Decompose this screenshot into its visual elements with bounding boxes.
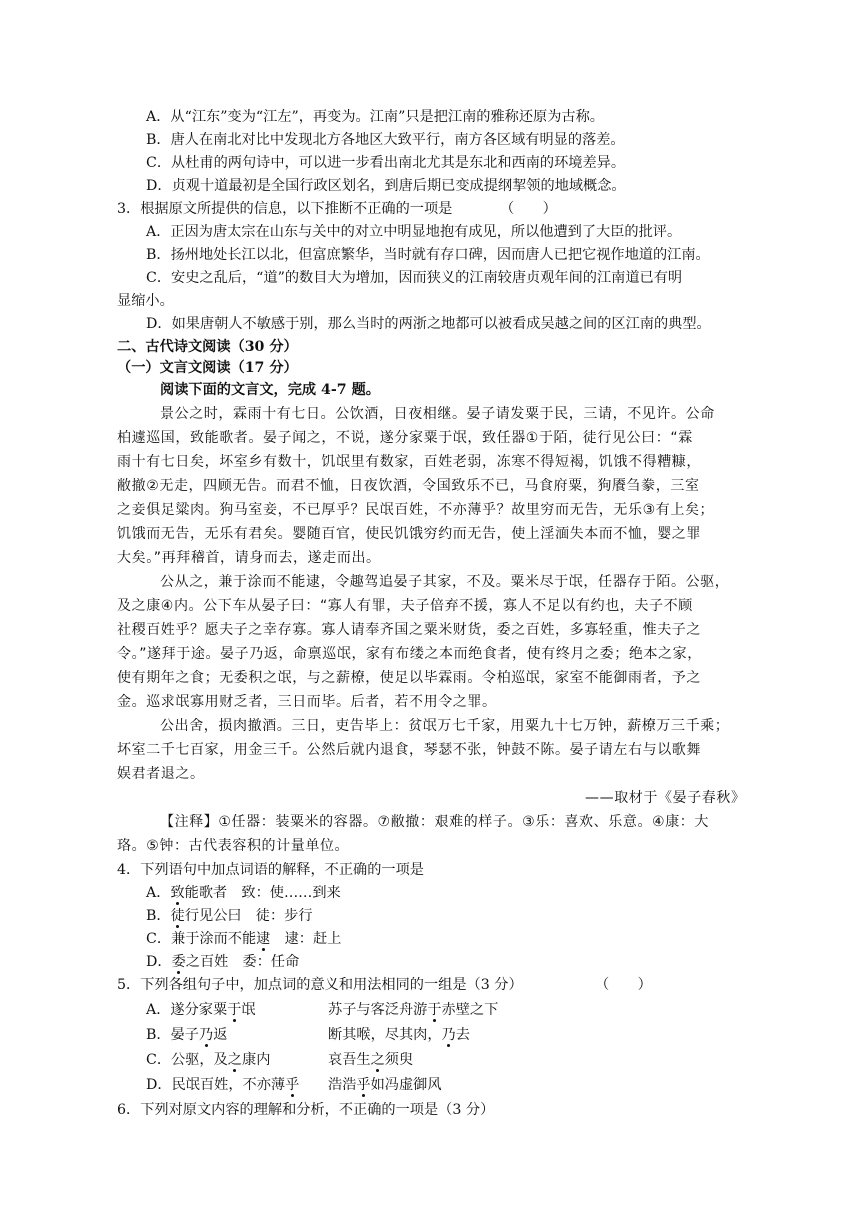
passage-line: 大矣。”再拜稽首，请身而去，遂走而出。 <box>117 550 381 566</box>
passage-line: 雨十有七日矣，坏室乡有数十，饥氓里有数家，百姓老弱，冻寒不得短褐，饥饿不得糟糠， <box>117 454 701 470</box>
passage-line: 公出舍，损肉撤酒。三日，吏告毕上：贫氓万七千家，用粟九十七万钟，薪橑万三千乘； <box>160 718 730 734</box>
passage-line: 金。巡求氓寡用财乏者，三日而毕。后者，若不用令之罪。 <box>117 694 497 710</box>
q5-option-c-left: C．公驱，及之康内 <box>146 1052 271 1068</box>
passage-line: 使有期年之食；无委积之氓，与之薪橑，使足以毕霖雨。令柏巡氓，家室不能御雨者，予之 <box>117 670 701 686</box>
passage-line: 娱君者退之。 <box>117 766 205 782</box>
q4-option-a: A．致能歌者 致：使……到来 <box>146 885 341 901</box>
q4-stem: 4．下列语句中加点词语的解释，不正确的一项是 <box>117 862 424 878</box>
passage-line: 之妾俱足粱肉。狗马室妾，不已厚乎？民氓百姓，不亦薄乎？故里穷而无告，无乐③有上矣； <box>117 502 715 518</box>
q5-option-a-right: 苏子与客泛舟游于赤壁之下 <box>328 1002 499 1018</box>
passage-line: 柏遽巡国，致能歌者。晏子闻之，不说，遂分家粟于氓，致任器①于陌，徒行见公曰：“霖 <box>117 430 693 446</box>
q2-option-b: B．唐人在南北对比中发现北方各地区大致平行，南方各区域有明显的落差。 <box>146 132 625 148</box>
q5-option-a-left: A．遂分家粟于氓 <box>146 1002 256 1018</box>
q5-answer-blank: （ ） <box>595 977 652 993</box>
passage-line: 公从之，兼于涂而不能逮，令趣驾追晏子其家，不及。粟米尽于氓，任器存于陌。公驱， <box>160 574 730 590</box>
q3-stem: 3．根据原文所提供的信息，以下推断不正确的一项是 <box>117 201 453 217</box>
passage-line: 社稷百姓乎？愿夫子之幸存寡。寡人请奉齐国之粟米财货，委之百姓，多寡轻重，惟夫子之 <box>117 622 701 638</box>
q3-option-c-line1: C．安史之乱后，“道”的数目大为增加，因而狭义的江南较唐贞观年间的江南道已有明 <box>146 270 683 286</box>
q4-option-b: B．徒行见公曰 徒：步行 <box>146 908 313 924</box>
passage-line: 敝撤②无走，四顾无告。而君不恤，日夜饮酒，令国致乐不已，马食府粟，狗餍刍豢，三室 <box>117 478 700 494</box>
subsection-title: （一）文言文阅读（17 分） <box>117 360 298 376</box>
q2-option-a: A．从“江东”变为“江左”，再变为。江南”只是把江南的雅称还原为古称。 <box>146 109 604 125</box>
passage-line: 饥饿而无告，无乐有君矣。婴随百官，使民饥饿穷约而无告，使上淫湎失本而不恤，婴之罪 <box>117 526 701 542</box>
reading-instruction: 阅读下面的文言文，完成 4-7 题。 <box>160 382 380 398</box>
passage-line: 景公之时，霖雨十有七日。公饮酒，日夜相继。晏子请发粟于民，三请，不见许。公命 <box>160 406 715 422</box>
passage-source: ——取材于《晏子春秋》 <box>585 790 746 806</box>
q5-option-b-left: B．晏子乃返 <box>146 1027 228 1043</box>
q3-option-b: B．扬州地处长江以北，但富庶繁华，当时就有存口碑，因而唐人已把它视作地道的江南。 <box>146 247 710 263</box>
q4-option-d: D．委之百姓 委：任命 <box>146 954 300 970</box>
q5-option-b-right: 断其喉，尽其肉，乃去 <box>328 1027 470 1043</box>
section-title: 二、古代诗文阅读（30 分） <box>117 339 298 355</box>
q2-option-d: D．贞观十道最初是全国行政区划名，到唐后期已变成提纲挈领的地域概念。 <box>146 178 626 194</box>
notes-line: 珞。⑤钟：古代表容积的计量单位。 <box>117 838 350 854</box>
passage-line: 令。”遂拜于途。晏子乃返，命禀巡氓，家有布缕之本而绝食者，使有终月之委；绝本之家， <box>117 646 702 662</box>
q3-option-c-line2: 显缩小。 <box>117 293 174 309</box>
passage-line: 坏室二千七百家，用金三千。公然后就内退食，琴瑟不张，钟鼓不陈。晏子请左右与以歌舞 <box>117 742 701 758</box>
q6-stem: 6．下列对原文内容的理解和分析，不正确的一项是（3 分） <box>117 1102 495 1118</box>
notes-line: 【注释】①任器：装粟米的容器。⑦敝撤：艰难的样子。③乐：喜欢、乐意。④康：大 <box>160 814 710 830</box>
q3-option-a: A．正因为唐太宗在山东与关中的对立中明显地抱有成见，所以他遭到了大臣的批评。 <box>146 224 682 240</box>
q5-option-c-right: 哀吾生之须臾 <box>328 1052 414 1068</box>
q3-option-d: D．如果唐朝人不敏感于别，那么当时的两浙之地都可以被看成吴越之间的区江南的典型。 <box>146 316 711 332</box>
q5-option-d-right: 浩浩乎如冯虚御风 <box>328 1077 442 1093</box>
passage-line: 及之康④内。公下车从晏子曰：“寡人有罪，夫子倍弃不援，寡人不足以有约也，夫子不顾 <box>117 598 693 614</box>
q5-option-d-left: D．民氓百姓，不亦薄乎 <box>146 1077 300 1093</box>
q5-stem: 5．下列各组句子中，加点词的意义和用法相同的一组是（3 分） <box>117 977 523 993</box>
q4-option-c: C．兼于涂而不能逮 逮：赶上 <box>146 931 342 947</box>
q3-answer-blank: （ ） <box>500 201 557 217</box>
q2-option-c: C．从杜甫的两句诗中，可以进一步看出南北尤其是东北和西南的环境差异。 <box>146 155 626 171</box>
